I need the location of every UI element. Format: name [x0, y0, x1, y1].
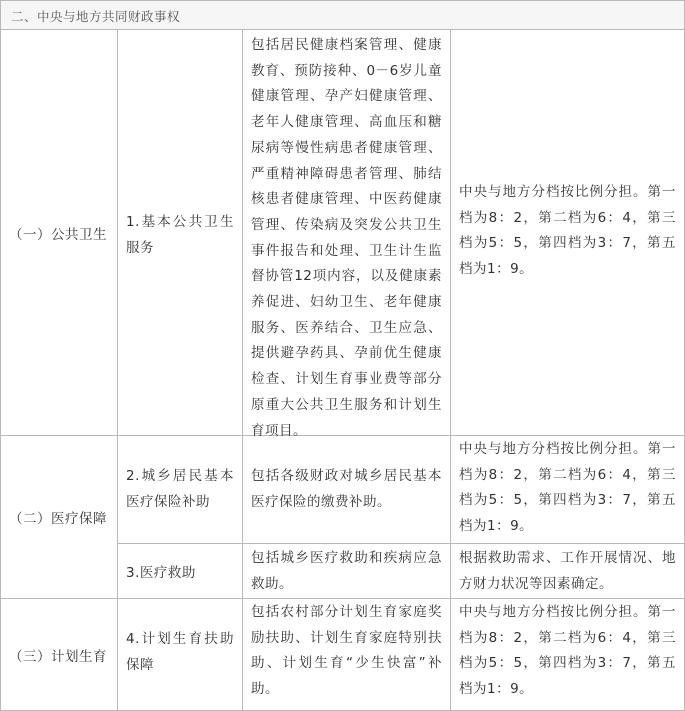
item-content-cell: [243, 546, 450, 597]
item-sharing-cell: [451, 180, 684, 283]
item-name-cell: [118, 210, 242, 261]
category-label: （二）医疗保障: [9, 511, 107, 527]
item-sharing: 中央与地方分档按比例分担。第一档为8：2，第二档为6：4，第三档为5：5，第四档为3：7，第五档为1：9。: [459, 604, 676, 698]
item-content: 包括各级财政对城乡居民基本医疗保险的缴费补助。: [251, 468, 442, 510]
item-content: 包括居民健康档案管理、健康教育、预防接种、0－6岁儿童健康管理、孕产妇健康管理、老年人健康管理、高血压和糖尿病等慢性病患者健康管理、严重精神障碍患者管理、肺结核患者健康管理、中医药健康管理、传染病及突发公共卫生事件报告和处理、卫生计生监督协管12项内容，以及健康素养促进、妇幼卫生、老年健康服务、医养结合、卫生应急、提供避孕药具、孕前优生健康检查、计划生育事业费等部分原重大公共卫生服务和计划生育项目。: [251, 37, 442, 439]
item-sharing: 中央与地方分档按比例分担。第一档为8：2，第二档为6：4，第三档为5：5，第四档为3：7，第五档为1：9。: [459, 441, 676, 535]
category-label: （三）计划生育: [9, 648, 107, 665]
item-sharing-cell: [451, 600, 684, 703]
item-sharing-cell: [451, 437, 684, 540]
item-sharing: 根据救助需求、工作开展情况、地方财力状况等因素确定。: [459, 550, 676, 592]
item-name: 2.城乡居民基本医疗保险补助: [126, 468, 234, 510]
item-content-cell: [243, 33, 450, 444]
item-name: 1.基本公共卫生服务: [126, 214, 234, 256]
item-sharing-cell: [451, 546, 684, 597]
category-cell: [1, 31, 117, 435]
item-content-cell: [243, 600, 450, 703]
column-divider-1: [117, 30, 118, 711]
item-name-cell: [118, 544, 242, 598]
category-cell: [1, 436, 117, 598]
item-content: 包括城乡医疗救助和疾病应急救助。: [251, 550, 442, 592]
category-label: （一）公共卫生: [9, 227, 107, 243]
item-name: 4.计划生育扶助保障: [126, 631, 234, 673]
item-name-cell: [118, 627, 242, 678]
category-cell: [1, 599, 117, 710]
item-content: 包括农村部分计划生育家庭奖励扶助、计划生育家庭特别扶助、计划生育“少生快富”补助。: [251, 604, 442, 698]
item-sharing: 中央与地方分档按比例分担。第一档为8：2，第二档为6：4，第三档为5：5，第四档为3：7，第五档为1：9。: [459, 184, 676, 278]
item-name-cell: [118, 464, 242, 515]
section-title: 二、中央与地方共同财政事权: [0, 0, 685, 30]
item-name: 3.医疗救助: [126, 565, 196, 581]
item-content-cell: [243, 464, 450, 515]
